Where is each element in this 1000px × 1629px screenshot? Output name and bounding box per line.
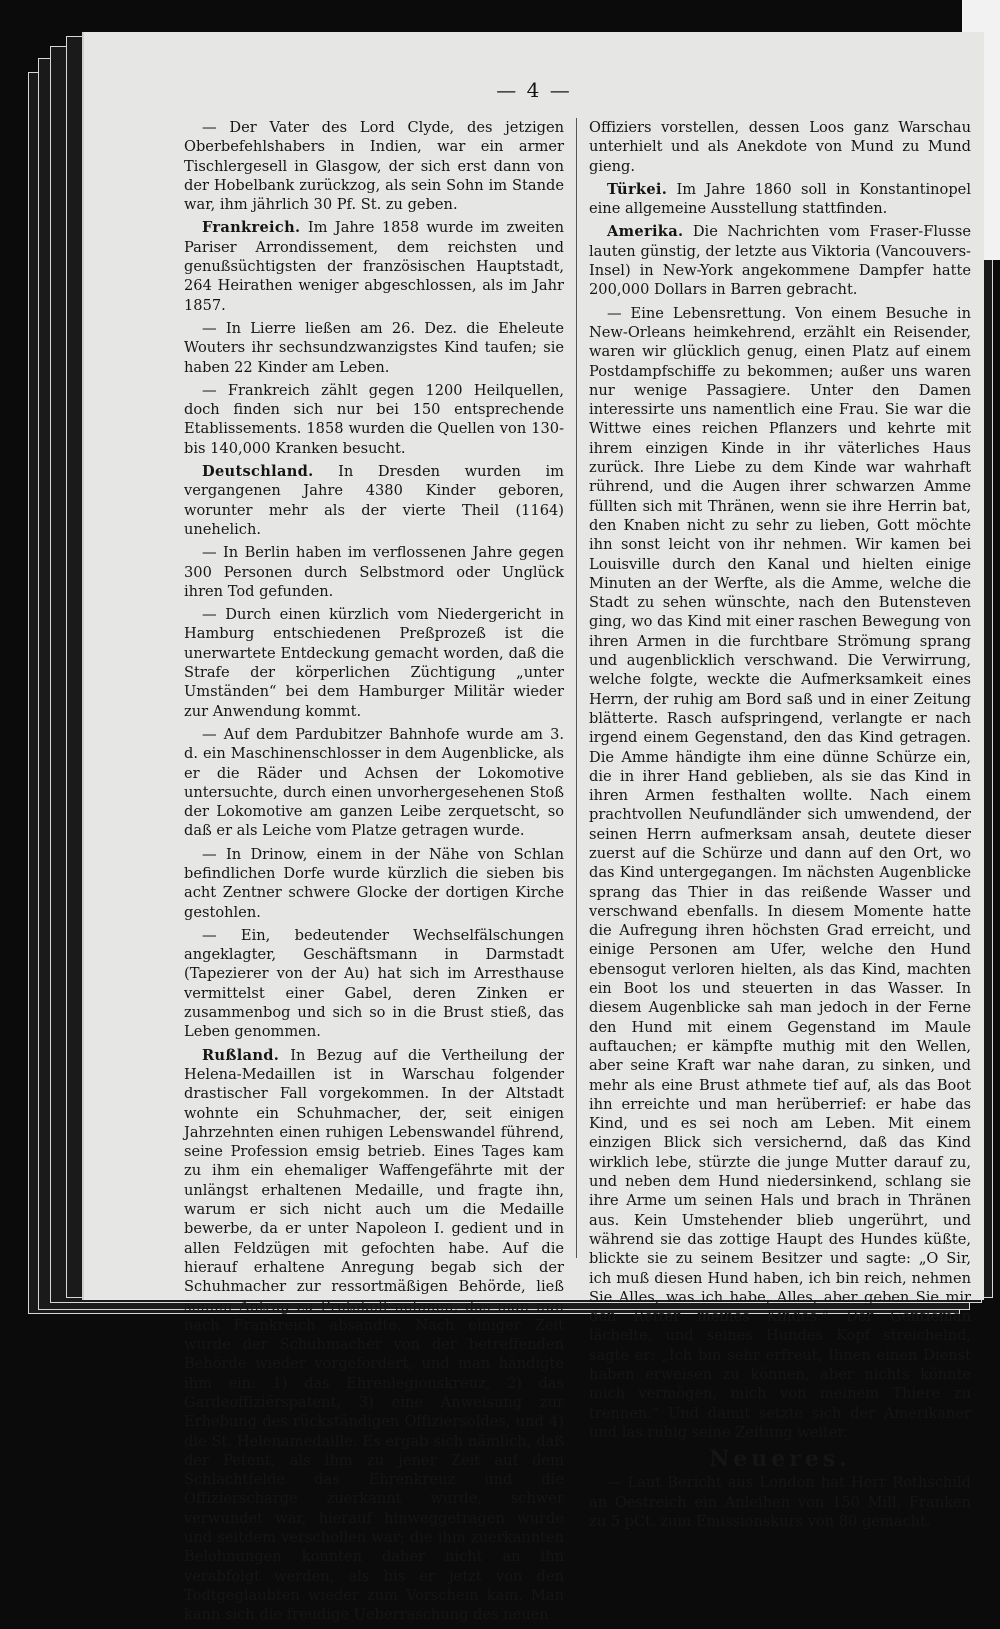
article-paragraph: — Durch einen kürzlich vom Niedergericht in Hamburg entschiedenen Preßprozeß ist die unerwartete Entdeckung gemacht worden, daß die Strafe der körperlichen Züchtigung „unter Umständen“ bei dem Hamburger Militär wieder zur Anwendung kommt. (184, 606, 564, 720)
article-paragraph: Frankreich. Im Jahre 1858 wurde im zweiten Pariser Arrondissement, dem reichsten und genußsüchtigsten der französischen Hauptstadt, 264 Heirathen weniger abgeschlossen, als im Jahr 1857. (184, 219, 564, 314)
section-heading: Deutschland. (202, 463, 314, 481)
article-paragraph: — Der Vater des Lord Clyde, des jetzigen Oberbefehlshabers in Indien, war ein armer Tischlergesell in Glasgow, der sich erst dann von der Hobelbank zurückzog, als sein Sohn im Stande war, ihm jährlich 30 Pf. St. zu geben. (184, 119, 564, 214)
page-number: — 4 — (496, 78, 572, 102)
article-paragraph: Offiziers vorstellen, dessen Loos ganz Warschau unterhielt und als Anekdote von Mund zu Mund gieng. (589, 119, 971, 175)
column-divider (576, 118, 577, 1258)
section-heading: Türkei. (607, 180, 668, 198)
article-paragraph: — In Berlin haben im verflossenen Jahre gegen 300 Personen durch Selbstmord oder Unglück ihren Tod gefunden. (184, 544, 564, 600)
article-paragraph: Deutschland. In Dresden wurden im vergangenen Jahre 4380 Kinder geboren, worunter mehr als der vierte Theil (1164) unehelich. (184, 463, 565, 538)
article-paragraph: Rußland. In Bezug auf die Vertheilung der Helena-Medaillen ist in Warschau folgender drastischer Fall vorgekommen. In der Altstadt wohnte ein Schuhmacher, der, seit einigen Jahrzehnten einen ruhigen Lebenswandel führend, seine Profession emsig betrieb. Eines Tages kam zu ihm ein ehemaliger Waffengefährte mit der unlängst erhaltenen Medaille, und fragte ihn, warum er sich nicht auch um die Medaille bewerbe, da er unter Napoleon I. gedient und in allen Feldzügen mit gefochten habe. Auf die hierauf erhaltene Anregung begab sich der Schuhmacher zur ressortmäßigen Behörde, ließ seinen Antrag zu Protokoll nehmen, das man nun nach Frankreich absandte. Nach einiger Zeit wurde der Schuhmacher von der betreffenden Behörde wieder vorgefordert, und man händigte ihm ein: 1) das Ehrenlegionskreuz, 2) das Gardeoffiziérspatent, 3) eine Anweisung zur Erhebung des rückständigen Offiziersoldes, und 4) die St. Helenamedaille. Es ergab sich nämlich, daß der Petent, als ihm zu jener Zeit auf dem Schlachtfelde das Ehrenkreuz und die Offizierscharge zuerkannt wurde, schwer verwundet war, hierauf hinweggetragen wurde und seitdem verschollen war; die ihm zuerkannten Belohnungen konnten daher nicht an ihn verabfolgt werden, als bis er jetzt von den Todtgeglaubten wieder zum Vorschein kam. Man kann sich die freudige Ueberraschung des neuen (184, 1046, 564, 1624)
article-paragraph: — Auf dem Pardubitzer Bahnhofe wurde am 3. d. ein Maschinenschlosser in dem Augenblicke, als er die Räder und Achsen der Lokomotive untersuchte, durch einen unvorhergesehenen Stoß der Lokomotive am ganzen Leibe zerquetscht, so daß er als Leiche vom Platze getragen wurde. (184, 725, 564, 840)
section-heading: Rußland. (202, 1046, 280, 1064)
section-heading: Frankreich. (202, 219, 301, 237)
article-paragraph: — Frankreich zählt gegen 1200 Heilquellen, doch finden sich nur bei 150 entsprechende Etablissements. 1858 wurden die Quellen von 130- bis 140,000 Kranken besucht. (184, 381, 564, 457)
right-column (589, 118, 971, 1535)
article-paragraph: Amerika. Die Nachrichten vom Fraser-Flusse lauten günstig, der letzte aus Viktoria (Vancouvers-Insel) in New-York angekommene Dampfer hatte 200,000 Dollars in Barren gebracht. (589, 223, 972, 299)
section-heading: Amerika. (607, 223, 684, 241)
article-paragraph: — Ein, bedeutender Wechselfälschungen angeklagter, Geschäftsmann in Darmstadt (Tapezierer von der Au) hat sich im Arresthause vermittelst einer Gabel, deren Zinken er zusammenbog und sich so in die Brust stieß, das Leben genommen. (184, 926, 564, 1041)
article-paragraph: — Eine Lebensrettung. Von einem Besuche in New-Orleans heimkehrend, erzählt ein Reisender, waren wir glücklich genug, einen Platz auf einem Postdampfschiffe zu bekommen; außer uns waren nur wenige Passagiere. Unter den Damen interessirte uns namentlich eine Frau. Sie war die Wittwe eines reichen Pflanzers und kehrte mit ihrem einzigen Kinde in ihr väterliches Haus zurück. Ihre Liebe zu dem Kinde war wahrhaft rührend, und die Augen ihrer schwarzen Amme füllten sich mit Thränen, wenn sie ihre Herrin bat, den Knaben nicht zu sehr zu lieben, Gott möchte ihn sonst leicht von ihr nehmen. Wir kamen bei Louisville durch den Kanal und hielten einige Minuten an der Werfte, als die Amme, welche die Stadt zu sehen wünschte, nach den Butensteven ging, wo das Kind mit einer raschen Bewegung von ihren Armen in die furchtbare Strömung sprang und augenblicklich verschwand. Die Verwirrung, welche folgte, weckte die Aufmerksamkeit eines Herrn, der ruhig am Bord saß und in einer Zeitung blätterte. Rasch aufspringend, verlangte er nach irgend einem Gegenstand, den das Kind getragen. Die Amme händigte ihm eine dünne Schürze ein, die in ihrer Hand geblieben, als sie das Kind in ihren Armen festhalten wollte. Nach einem prachtvollen Neufundländer sich umwendend, der seinen Herrn aufmerksam ansah, deutete dieser zuerst auf die Schürze und dann auf den Ort, wo das Kind untergegangen. Im nächsten Augenblicke sprang das Thier in das reißende Wasser und verschwand ebenfalls. In diesem Momente hatte die Aufregung ihren höchsten Grad erreicht, und einige Personen am Ufer, welche den Hund ebensogut verloren hielten, als das Kind, machten ein Boot los und steuerten in das Wasser. In diesem Augenblicke sah man jedoch in der Ferne den Hund mit einem Gegenstand im Maule auftauchen; er kämpfte muthig mit den Wellen, aber seine Kraft war nahe daran, zu sinken, und mehr als eine Brust athmete tief auf, als das Boot ihn erreichte und man herüberrief: er habe das Kind, und es sei noch am Leben. Mit einem einzigen Blick sich versichernd, daß das Kind wirklich lebe, stürzte die junge Mutter darauf zu, und neben dem Hund niedersinkend, schlang sie ihre Arme um seinen Hals und brach in Thränen aus. Kein Umstehender blieb ungerührt, und während sie das zottige Haupt des Hundes küßte, blickte sie zu seinem Besitzer und sagte: „O Sir, ich muß diesen Hund haben, ich bin reich, nehmen Sie Alles, was ich habe, Alles, aber geben Sie mir den Retter meines Kindes.“ Der Gentleman lächelte, und seines Hundes Kopf streichelnd, sagte er: „Ich bin sehr erfreut, Ihnen einen Dienst haben erweisen zu können, aber nichts könnte mich vermögen, mich von meinem Thiere zu trennen.“ Und damit setzte sich der Amerikaner und las ruhig seine Zeitung weiter. (589, 304, 971, 1441)
news-heading: Neueres. (709, 1446, 851, 1473)
article-paragraph: — In Lierre ließen am 26. Dez. die Eheleute Wouters ihr sechsundzwanzigstes Kind taufen; sie haben 22 Kinder am Leben. (184, 319, 564, 376)
article-paragraph: — Laut Bericht aus London hat Herr Rothschild an Oestreich ein Anleihen von 150 Mill. Franken zu 5 pCt. zum Emissionskurs von 80 gemacht. (589, 1474, 971, 1531)
left-column (184, 118, 564, 1629)
article-paragraph: — In Drinow, einem in der Nähe von Schlan befindlichen Dorfe wurde kürzlich die sieben bis acht Zentner schwere Glocke der dortigen Kirche gestohlen. (184, 845, 564, 921)
newspaper-page (84, 32, 984, 1624)
article-paragraph: Türkei. Im Jahre 1860 soll in Konstantinopel eine allgemeine Ausstellung stattfinden. (589, 180, 971, 218)
